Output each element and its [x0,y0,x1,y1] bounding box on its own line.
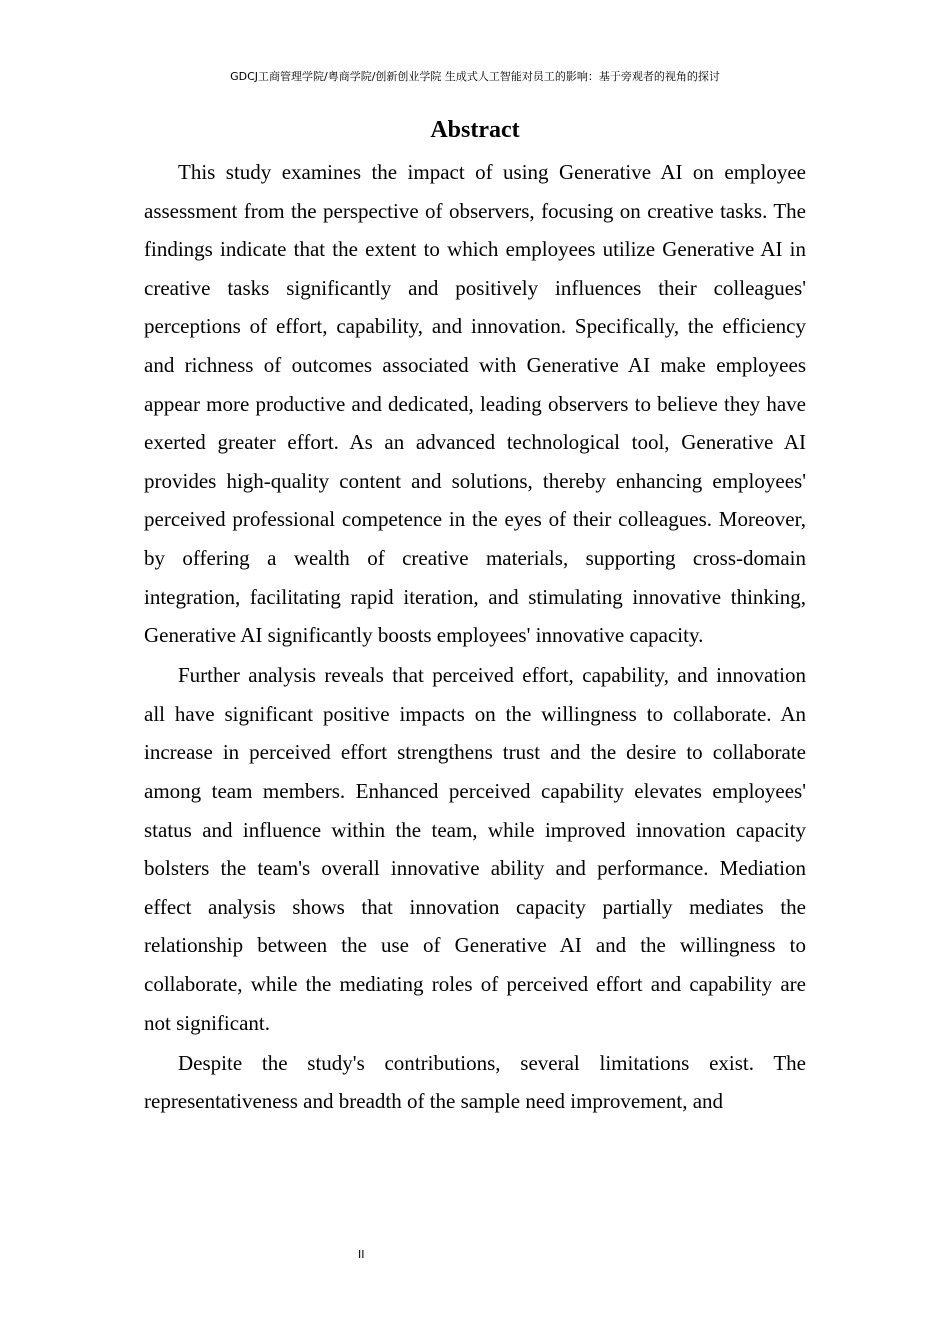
abstract-paragraph-1: This study examines the impact of using Generative AI on employee assessment from the perspective of observers, focusing on creative tasks. The findings indicate that the extent to which employees utilize Generative AI in creative tasks significantly and positively influences their colleagues' perceptions of effort, capability, and innovation. Specifically, the efficiency and richness of outcomes associated with Generative AI make employees appear more productive and dedicated, leading observers to believe they have exerted greater effort. As an advanced technological tool, Generative AI provides high-quality content and solutions, thereby enhancing employees' perceived professional competence in the eyes of their colleagues. Moreover, by offering a wealth of creative materials, supporting cross-domain integration, facilitating rapid iteration, and stimulating innovative thinking, Generative AI significantly boosts employees' innovative capacity. [144,160,806,648]
abstract-paragraph-2: Further analysis reveals that perceived effort, capability, and innovation all have significant positive impacts on the willingness to collaborate. An increase in perceived effort strengthens trust and the desire to collaborate among team members. Enhanced perceived capability elevates employees' status and influence within the team, while improved innovation capacity bolsters the team's overall innovative ability and performance. Mediation effect analysis shows that innovation capacity partially mediates the relationship between the use of Generative AI and the willingness to collaborate, while the mediating roles of perceived effort and capability are not significant. [144,663,806,1035]
abstract-body [144,153,806,1122]
running-header: GDCJ工商管理学院/粤商学院/创新创业学院 生成式人工智能对员工的影响：基于旁观者的视角的探讨 [230,70,720,83]
abstract-paragraph-3: Despite the study's contributions, several limitations exist. The representativeness and breadth of the sample need improvement, and [144,1050,806,1114]
section-title: Abstract [430,117,520,143]
page-number: II [358,1248,365,1261]
